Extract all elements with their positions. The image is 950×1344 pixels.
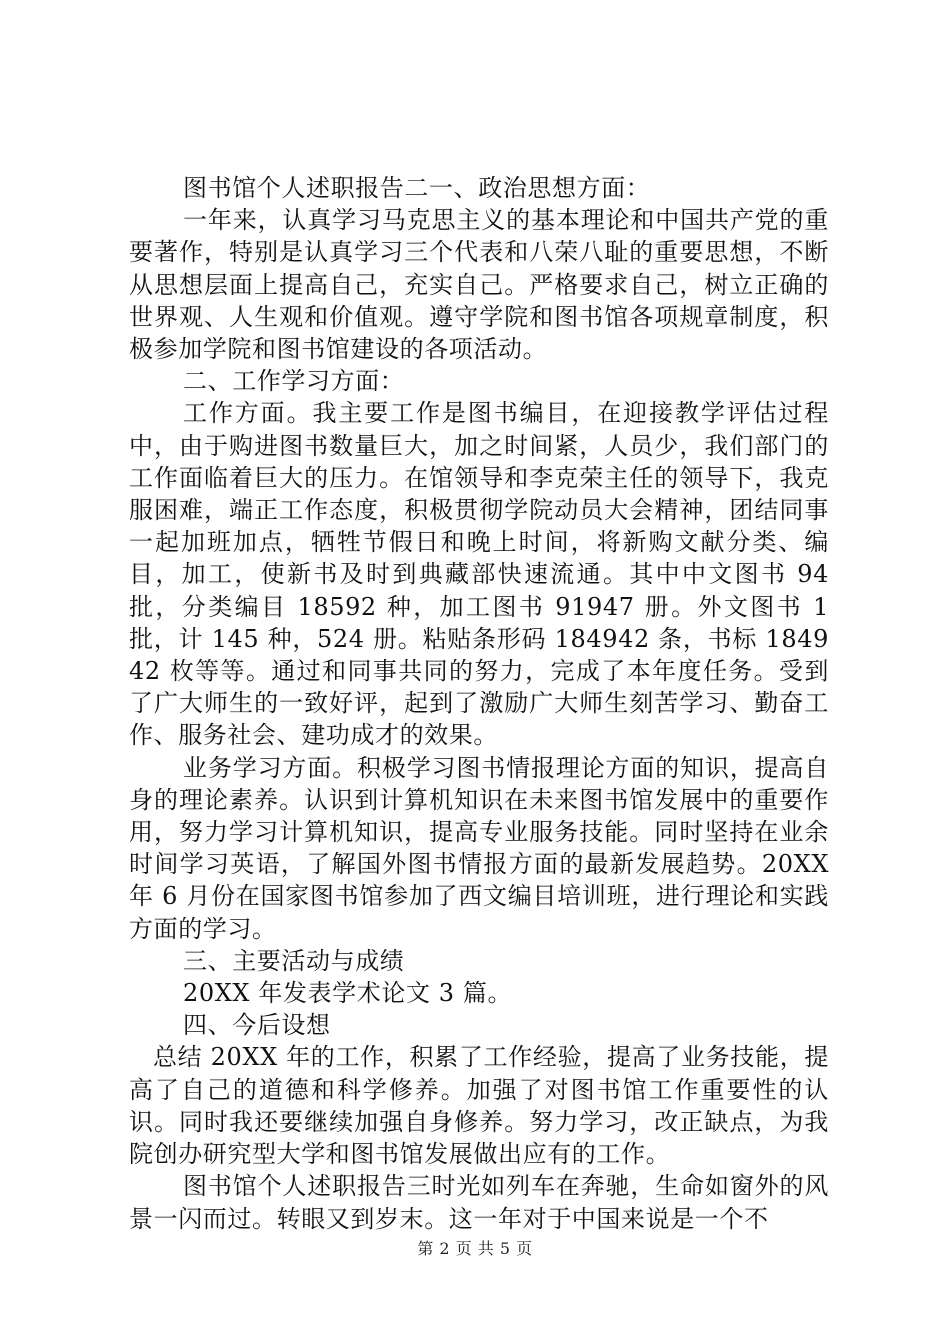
paragraph-papers: 20XX 年发表学术论文 3 篇。 — [183, 979, 513, 1008]
paragraph-work-aspect: 工作方面。我主要工作是图书编目，在迎接教学评估过程中，由于购进图书数量巨大，加之时间紧，人员少，我们部门的工作面临着巨大的压力。在馆领导和李克荣主任的领导下，我克服困难，端正工作态度，积极贯彻学院动员大会精神，团结同事一起加班加点，牺牲节假日和晚上时间，将新购文献分类、编目，加工，使新书及时到典藏部快速流通。其中中文图书 94 批，分类编目 18592 种，加工图书 91947 册。外文图书 1 批，计 145 种，524 册。粘贴条形码 184942 条，书标 184942 枚等等。通过和同事共同的努力，完成了本年度任务。受到了广大师生的一致好评，起到了激励广大师生刻苦学习、勤奋工作、服务社会、建功成才的效果。 — [129, 399, 829, 750]
page-footer: 第 2 页 共 5 页 — [417, 1239, 533, 1258]
paragraph-summary: 总结 20XX 年的工作，积累了工作经验，提高了业务技能，提高了自己的道德和科学修养。加强了对图书馆工作重要性的认识。同时我还要继续加强自身修养。努力学习，改正缺点，为我院创办研究型大学和图书馆发展做出应有的工作。 — [129, 1043, 829, 1169]
paragraph-heading-activities: 三、主要活动与成绩 — [183, 946, 405, 975]
paragraph-heading-report-two: 图书馆个人述职报告二一、政治思想方面： — [183, 174, 651, 202]
paragraph-business-study: 业务学习方面。积极学习图书情报理论方面的知识，提高自身的理论素养。认识到计算机知识在未来图书馆发展中的重要作用，努力学习计算机知识，提高专业服务技能。同时坚持在业余时间学习英语，了解国外图书情报方面的最新发展趋势。20XX 年 6 月份在国家图书馆参加了西文编目培训班，进行理论和实践方面的学习。 — [129, 753, 829, 943]
paragraph-heading-future-plans: 四、今后设想 — [183, 1011, 331, 1040]
document-body — [129, 172, 829, 1235]
paragraph-report-three-start: 图书馆个人述职报告三时光如列车在奔驰，生命如窗外的风景一闪而过。转眼又到岁末。这一年对于中国来说是一个不 — [129, 1172, 829, 1233]
paragraph-political-thought: 一年来，认真学习马克思主义的基本理论和中国共产党的重要著作，特别是认真学习三个代表和八荣八耻的重要思想，不断从思想层面上提高自己，充实自己。严格要求自己，树立正确的世界观、人生观和价值观。遵守学院和图书馆各项规章制度，积极参加学院和图书馆建设的各项活动。 — [129, 206, 829, 364]
paragraph-heading-work-study: 二、工作学习方面： — [183, 367, 405, 396]
